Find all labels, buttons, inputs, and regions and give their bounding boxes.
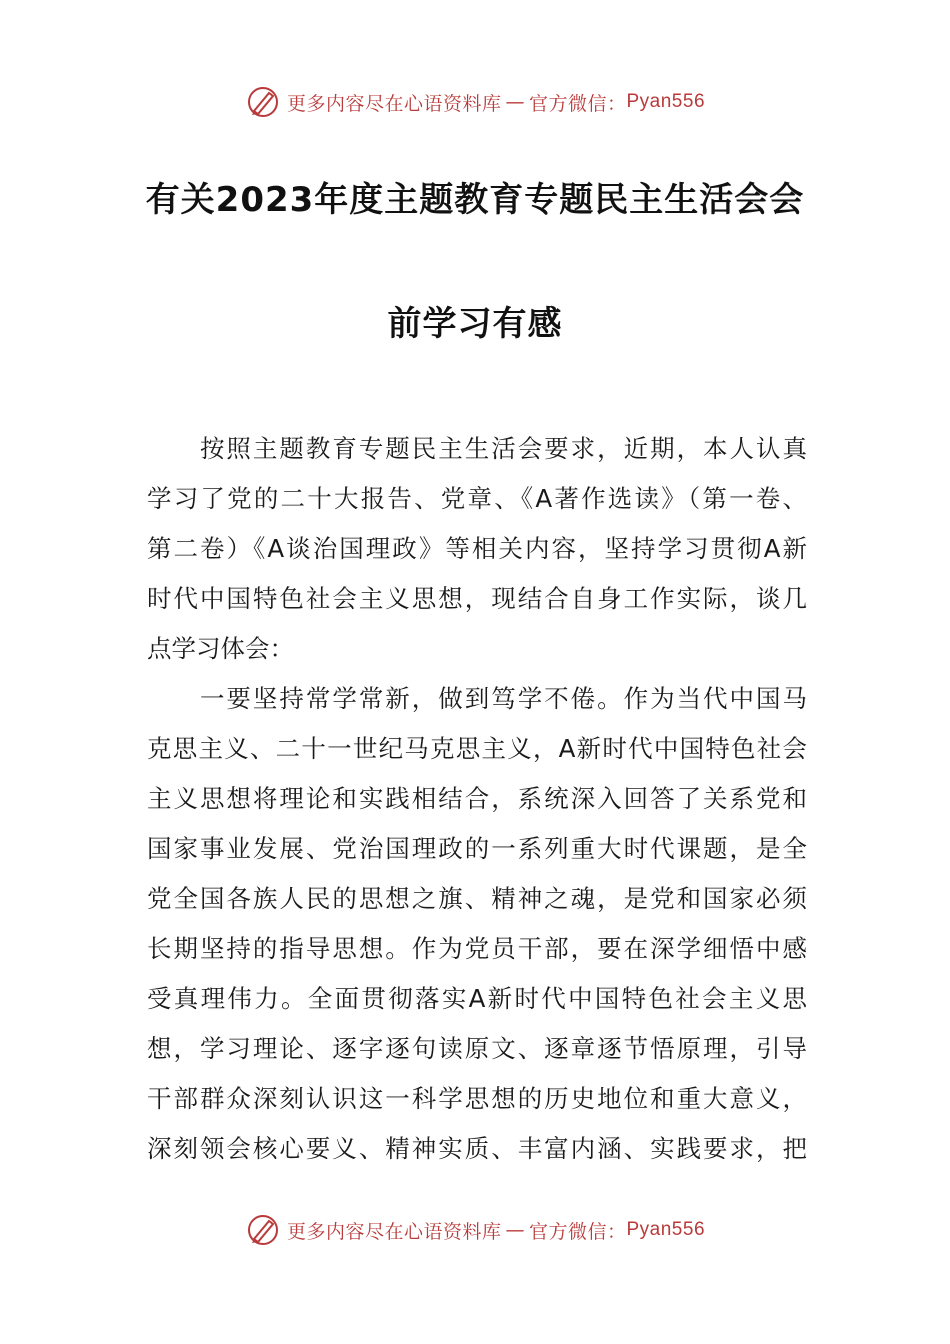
watermark-footer	[0, 1210, 950, 1250]
watermark-separator: —	[505, 91, 525, 113]
watermark-wechat-id: Pyan556	[626, 1219, 706, 1240]
body-line: 学习了党的二十大报告、党章、《A著作选读》（第一卷、	[147, 484, 807, 513]
watermark-header	[0, 82, 950, 122]
watermark-separator: —	[505, 1219, 525, 1241]
body-line: 第二卷）《A谈治国理政》等相关内容，坚持学习贯彻A新	[147, 534, 807, 563]
watermark-wechat-label: 官方微信：	[528, 92, 627, 115]
document-title-line-2: 前学习有感	[387, 304, 563, 344]
watermark-site: 更多内容尽在心语资料库	[286, 1220, 502, 1243]
body-line: 克思主义、二十一世纪马克思主义，A新时代中国特色社会	[147, 734, 807, 763]
body-line: 点学习体会：	[147, 634, 294, 663]
watermark-wechat-id: Pyan556	[626, 91, 706, 112]
document-body	[147, 424, 807, 1174]
body-line: 按照主题教育专题民主生活会要求，近期，本人认真	[147, 434, 807, 463]
body-line: 党全国各族人民的思想之旗、精神之魂，是党和国家必须	[147, 884, 807, 913]
body-line: 干部群众深刻认识这一科学思想的历史地位和重大意义，	[147, 1084, 807, 1113]
body-line: 时代中国特色社会主义思想，现结合自身工作实际，谈几	[147, 584, 807, 613]
body-line: 受真理伟力。全面贯彻落实A新时代中国特色社会主义思	[147, 984, 807, 1013]
body-line: 主义思想将理论和实践相结合，系统深入回答了关系党和	[147, 784, 807, 813]
body-line: 国家事业发展、党治国理政的一系列重大时代课题，是全	[147, 834, 807, 863]
pen-logo-icon	[245, 1212, 281, 1248]
body-line: 想，学习理论、逐字逐句读原文、逐章逐节悟原理，引导	[147, 1034, 807, 1063]
body-line: 深刻领会核心要义、精神实质、丰富内涵、实践要求，把	[147, 1134, 807, 1163]
body-line: 长期坚持的指导思想。作为党员干部，要在深学细悟中感	[147, 934, 807, 963]
watermark-wechat-label: 官方微信：	[528, 1220, 627, 1243]
pen-logo-icon	[245, 84, 281, 120]
document-title-line-1: 有关2023年度主题教育专题民主生活会会	[145, 180, 805, 220]
body-line: 一要坚持常学常新，做到笃学不倦。作为当代中国马	[147, 684, 807, 713]
watermark-site: 更多内容尽在心语资料库	[286, 92, 502, 115]
